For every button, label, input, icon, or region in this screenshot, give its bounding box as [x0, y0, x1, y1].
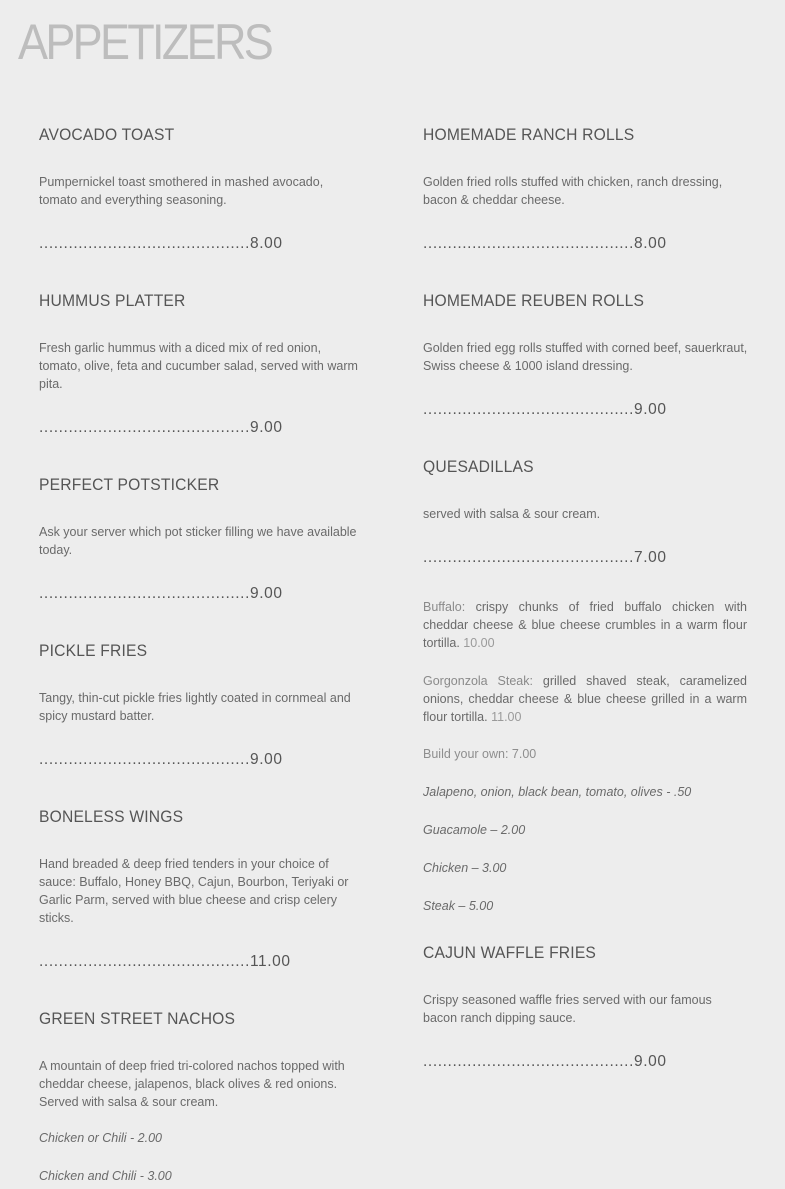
build-your-own: Build your own: 7.00 [423, 747, 537, 761]
item-price: ...........................................8.00 [423, 235, 667, 252]
item-description: Ask your server which pot sticker filling we have available today. [39, 525, 357, 557]
item-name: PICKLE FRIES [39, 641, 148, 660]
item-name: HOMEMADE REUBEN ROLLS [423, 291, 645, 310]
quesadilla-variant-gorgonzola-steak [423, 672, 747, 726]
item-description: Golden fried rolls stuffed with chicken, ranch dressing, bacon & cheddar cheese. [423, 175, 723, 207]
variant-price: 10.00 [463, 636, 495, 650]
add-on-option: Jalapeno, onion, black bean, tomato, olives - .50 [423, 785, 692, 799]
item-name: BONELESS WINGS [39, 807, 184, 826]
add-on-option: Chicken – 3.00 [423, 861, 507, 875]
variant-price: 11.00 [491, 710, 522, 724]
add-on-option: Chicken or Chili - 2.00 [39, 1131, 162, 1145]
item-price: ...........................................8.00 [39, 235, 283, 252]
variant-label: Gorgonzola Steak: [423, 674, 533, 688]
item-price: ...........................................9.00 [39, 585, 283, 602]
item-price: ...........................................9.00 [39, 419, 283, 436]
item-name: QUESADILLAS [423, 457, 534, 476]
variant-description: crispy chunks of fried buffalo chicken with cheddar cheese & blue cheese crumbles in a warm flour tortilla. [423, 600, 747, 650]
item-price: ...........................................9.00 [423, 1053, 667, 1070]
item-price: ...........................................11.00 [39, 953, 291, 970]
add-on-option: Guacamole – 2.00 [423, 823, 526, 837]
item-name: HUMMUS PLATTER [39, 291, 186, 310]
item-name: PERFECT POTSTICKER [39, 475, 220, 494]
item-name: AVOCADO TOAST [39, 125, 175, 144]
item-name: GREEN STREET NACHOS [39, 1009, 236, 1028]
page-title: APPETIZERS [18, 14, 272, 70]
item-description: Golden fried egg rolls stuffed with corned beef, sauerkraut, Swiss cheese & 1000 island dressing. [423, 341, 748, 373]
item-description: Fresh garlic hummus with a diced mix of red onion, tomato, olive, feta and cucumber salad, served with warm pita. [39, 341, 358, 391]
item-description: Crispy seasoned waffle fries served with our famous bacon ranch dipping sauce. [423, 993, 712, 1025]
add-on-option: Chicken and Chili - 3.00 [39, 1169, 172, 1183]
item-name: HOMEMADE RANCH ROLLS [423, 125, 635, 144]
item-description: served with salsa & sour cream. [423, 507, 601, 521]
variant-description: grilled shaved steak, caramelized onions, cheddar cheese & blue cheese grilled in a warm flour tortilla. [423, 674, 747, 724]
add-on-option: Steak – 5.00 [423, 899, 494, 913]
item-description: A mountain of deep fried tri-colored nachos topped with cheddar cheese, jalapenos, black olives & red onions. Served with salsa & sour cream. [39, 1059, 345, 1109]
item-description: Hand breaded & deep fried tenders in your choice of sauce: Buffalo, Honey BBQ, Cajun, Bourbon, Teriyaki or Garlic Parm, served with blue cheese and crisp celery sticks. [39, 857, 349, 925]
item-price: ...........................................9.00 [39, 751, 283, 768]
item-name: CAJUN WAFFLE FRIES [423, 943, 597, 962]
variant-label: Buffalo: [423, 600, 466, 614]
quesadilla-variant-buffalo [423, 598, 747, 652]
item-price: ...........................................9.00 [423, 401, 667, 418]
item-price: ...........................................7.00 [423, 549, 667, 566]
item-description: Tangy, thin-cut pickle fries lightly coated in cornmeal and spicy mustard batter. [39, 691, 351, 723]
item-description: Pumpernickel toast smothered in mashed avocado, tomato and everything seasoning. [39, 175, 324, 207]
